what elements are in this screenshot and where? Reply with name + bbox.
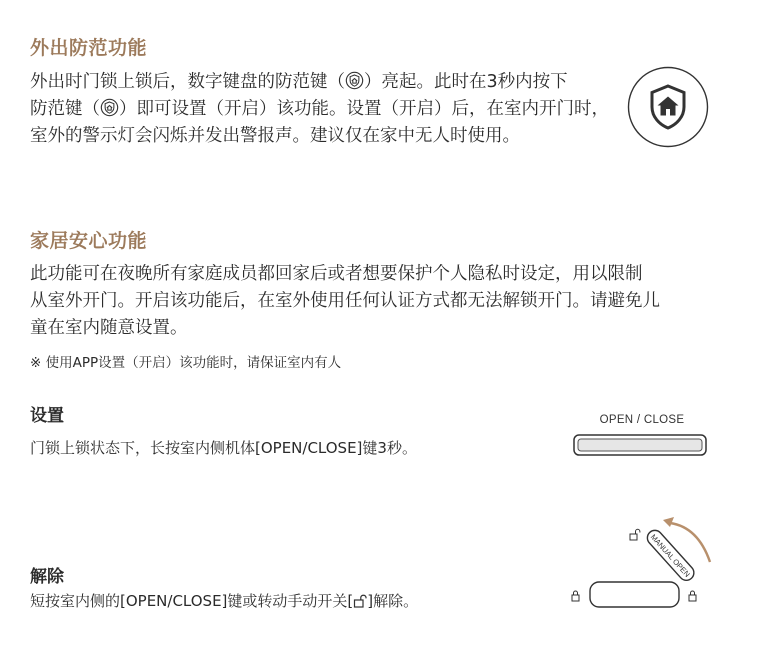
away-line-2a: 防范键（ [30, 99, 100, 119]
away-mode-description [30, 69, 609, 150]
setup-heading: 设置 [30, 406, 64, 426]
lock-icon-right [689, 591, 696, 601]
away-line-3: 室外的警示灯会闪烁并发出警报声。建议仅在家中无人时使用。 [30, 126, 520, 146]
rotate-arrow-head [663, 517, 674, 527]
manual-open-label: MANUAL OPEN [648, 532, 692, 579]
app-setting-note: ※ 使用APP设置（开启）该功能时，请保证室内有人 [30, 355, 342, 371]
thumb-turn-slot[interactable] [590, 582, 679, 607]
release-text-b: ]解除。 [367, 592, 419, 610]
home-line-1: 此功能可在夜晚所有家庭成员都回家后或者想要保护个人隐私时设定，用以限制 [30, 264, 643, 284]
away-mode-heading: 外出防范功能 [30, 37, 148, 59]
away-line-1a: 外出时门锁上锁后，数字键盘的防范键（ [30, 72, 345, 92]
home-shield-icon [627, 66, 709, 148]
manual-open-switch-diagram [560, 505, 760, 615]
release-heading: 解除 [30, 567, 64, 587]
open-close-button[interactable] [573, 434, 707, 456]
release-text-a: 短按室内侧的[OPEN/CLOSE]键或转动手动开关[ [30, 592, 354, 610]
home-line-3: 童在室内随意设置。 [30, 318, 188, 338]
setup-instruction: 门锁上锁状态下，长按室内侧机体[OPEN/CLOSE]键3秒。 [30, 439, 417, 457]
home-safe-heading: 家居安心功能 [30, 230, 148, 252]
unlock-icon [630, 529, 640, 540]
home-shield-inline-icon [100, 98, 119, 117]
home-line-2: 从室外开门。开启该功能后，在室外使用任何认证方式都无法解锁开门。请避免儿 [30, 291, 660, 311]
away-line-1b: ）亮起。此时在3秒内按下 [364, 72, 568, 92]
manual-open-knob[interactable] [644, 527, 697, 583]
home-shield-inline-icon [345, 71, 364, 90]
release-instruction [30, 590, 418, 611]
away-line-2 [30, 96, 609, 123]
away-line-2b: ）即可设置（开启）该功能。设置（开启）后，在室内开门时， [119, 99, 609, 119]
away-line-1 [30, 69, 609, 96]
open-close-label: OPEN / CLOSE [599, 414, 685, 426]
home-safe-description [30, 261, 660, 342]
unlock-inline-icon [353, 593, 367, 608]
lock-icon-left [572, 591, 579, 601]
